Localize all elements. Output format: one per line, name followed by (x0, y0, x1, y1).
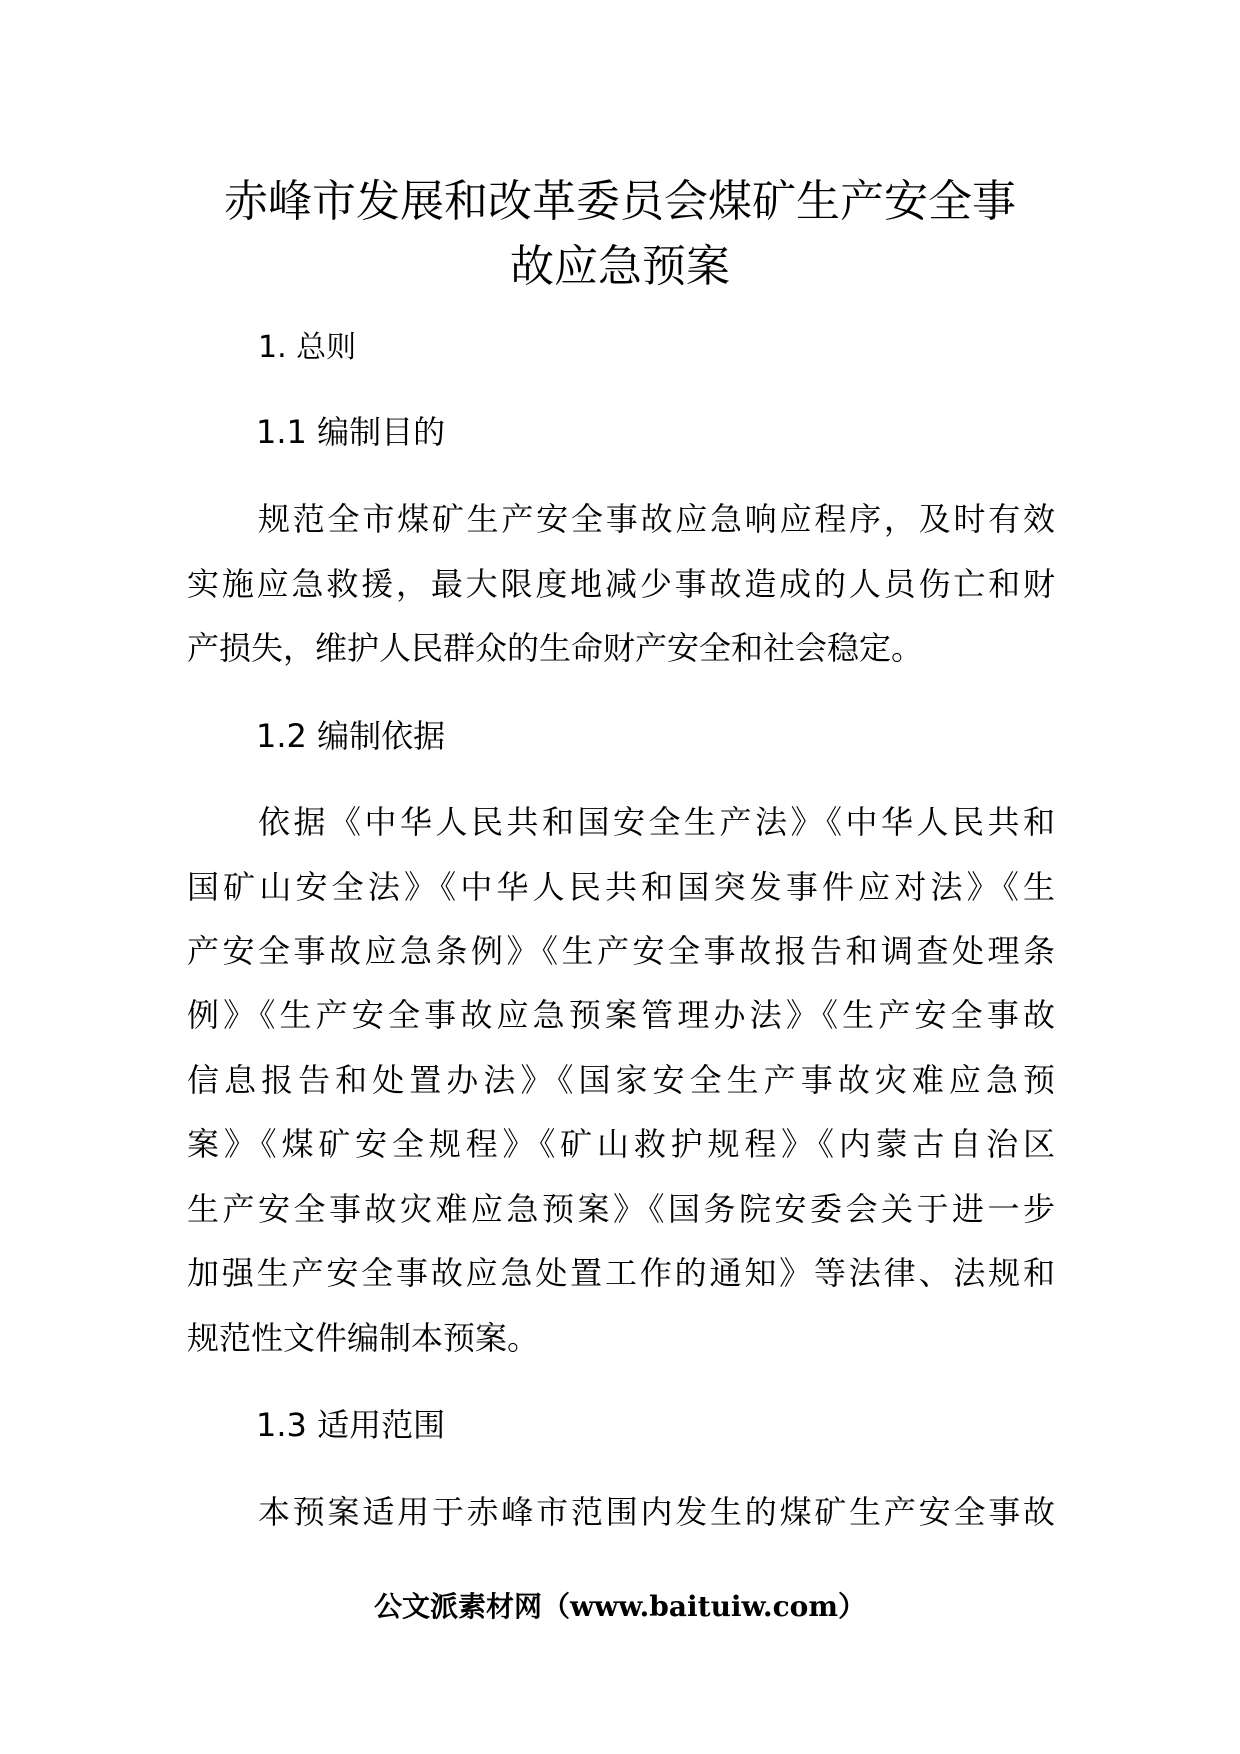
scope-paragraph-line: 本预案适用于赤峰市范围内发生的煤矿生产安全事故 (258, 1493, 1055, 1531)
document-title-line-2: 故应急预案 (510, 241, 730, 292)
document-title-line-1: 赤峰市发展和改革委员会煤矿生产安全事 (224, 176, 1016, 227)
basis-paragraph-line: 依据《中华人民共和国安全生产法》《中华人民共和 (258, 803, 1055, 841)
purpose-paragraph-line: 规范全市煤矿生产安全事故应急响应程序，及时有效 (258, 500, 1055, 538)
basis-paragraph-line: 生产安全事故灾难应急预案》《国务院安委会关于进一步 (187, 1190, 1055, 1228)
basis-paragraph-line: 信息报告和处置办法》《国家安全生产事故灾难应急预 (187, 1061, 1055, 1099)
purpose-paragraph-line: 实施应急救援，最大限度地减少事故造成的人员伤亡和财 (187, 565, 1055, 603)
footer-watermark: 公文派素材网（www.baituiw.com） (374, 1590, 866, 1623)
basis-paragraph-line: 产安全事故应急条例》《生产安全事故报告和调查处理条 (187, 932, 1055, 970)
basis-paragraph-line: 规范性文件编制本预案。 (187, 1319, 540, 1357)
section-heading-purpose: 1.1 编制目的 (256, 413, 446, 451)
section-heading-basis: 1.2 编制依据 (256, 717, 446, 755)
basis-paragraph-line: 加强生产安全事故应急处置工作的通知》等法律、法规和 (187, 1254, 1055, 1292)
section-heading-general: 1. 总则 (258, 330, 357, 365)
basis-paragraph-line: 国矿山安全法》《中华人民共和国突发事件应对法》《生 (187, 868, 1055, 906)
basis-paragraph-line: 案》《煤矿安全规程》《矿山救护规程》《内蒙古自治区 (187, 1125, 1055, 1163)
basis-paragraph-line: 例》《生产安全事故应急预案管理办法》《生产安全事故 (187, 996, 1055, 1034)
purpose-paragraph-line: 产损失，维护人民群众的生命财产安全和社会稳定。 (187, 629, 924, 667)
section-heading-scope: 1.3 适用范围 (256, 1406, 446, 1444)
